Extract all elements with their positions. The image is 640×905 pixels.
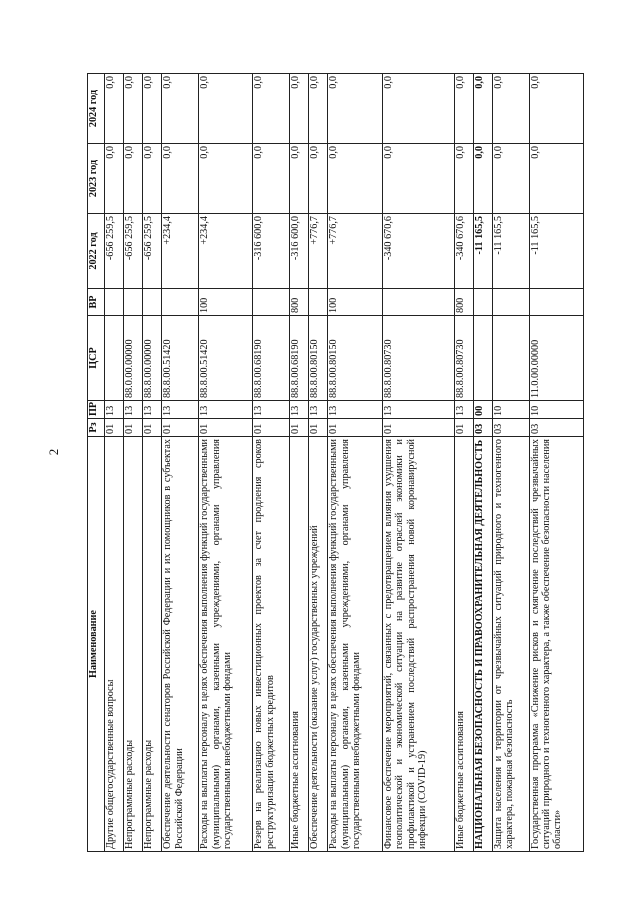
cell-csr: 88.0.00.00000: [124, 316, 143, 401]
cell-y2024: 0,0: [290, 74, 309, 144]
cell-y2024: 0,0: [492, 74, 529, 144]
cell-csr: 88.8.00.51420: [162, 316, 199, 401]
cell-name: НАЦИОНАЛЬНАЯ БЕЗОПАСНОСТЬ И ПРАВООХРАНИТЕЛЬНАЯ ДЕЯТЕЛЬНОСТЬ: [473, 437, 492, 852]
cell-y2024: 0,0: [143, 74, 162, 144]
cell-pr: 13: [199, 401, 253, 419]
cell-pr: 13: [124, 401, 143, 419]
cell-csr: 88.8.00.80730: [454, 316, 473, 401]
cell-y2024: 0,0: [105, 74, 124, 144]
cell-y2022: -656 259,5: [143, 214, 162, 289]
table-row: [162, 74, 199, 852]
cell-vr: [162, 289, 199, 316]
cell-y2023: 0,0: [454, 144, 473, 214]
cell-y2022: +776,7: [309, 214, 328, 289]
cell-rz: 01: [162, 419, 199, 437]
cell-csr: 88.8.00.80150: [328, 316, 382, 401]
cell-name: Непрограммные расходы: [124, 437, 143, 852]
header-2023: 2023 год: [88, 144, 105, 214]
cell-csr: 88.8.00.80730: [382, 316, 454, 401]
cell-name: Расходы на выплаты персоналу в целях обеспечения выполнения функций государственными (муниципальными) органами, казенными учреждениями, органами управления государственными внебюджетными фондами: [199, 437, 253, 852]
cell-y2022: -656 259,5: [124, 214, 143, 289]
cell-pr: 10: [492, 401, 529, 419]
table-row: [492, 74, 529, 852]
header-vr: ВР: [88, 289, 105, 316]
cell-vr: 800: [290, 289, 309, 316]
cell-y2024: 0,0: [454, 74, 473, 144]
cell-y2023: 0,0: [473, 144, 492, 214]
cell-csr: 88.8.00.80150: [309, 316, 328, 401]
cell-y2024: 0,0: [162, 74, 199, 144]
cell-y2024: 0,0: [309, 74, 328, 144]
cell-rz: 01: [253, 419, 290, 437]
cell-y2023: 0,0: [382, 144, 454, 214]
cell-rz: 03: [473, 419, 492, 437]
cell-rz: 01: [199, 419, 253, 437]
cell-vr: [309, 289, 328, 316]
cell-y2023: 0,0: [105, 144, 124, 214]
cell-name: Расходы на выплаты персоналу в целях обеспечения выполнения функций государственными (муниципальными) органами, казенными учреждениями, органами управления государственными внебюджетными фондами: [328, 437, 382, 852]
cell-rz: 03: [529, 419, 583, 437]
cell-rz: 01: [143, 419, 162, 437]
cell-y2022: -656 259,5: [105, 214, 124, 289]
cell-name: Государственная программа «Снижение рисков и смягчение последствий чрезвычайных ситуаций природного и техногенного характера, а также обеспечение безопасности населения области»: [529, 437, 583, 852]
cell-y2022: +234,4: [199, 214, 253, 289]
cell-y2024: 0,0: [473, 74, 492, 144]
cell-y2023: 0,0: [309, 144, 328, 214]
cell-name: Финансовое обеспечение мероприятий, связанных с предотвращением влияния ухудшения геополитической и экономической ситуации на развитие отраслей экономики и профилактикой и устранением последствий распространения новой коронавирусной инфекции (COVID-19): [382, 437, 454, 852]
cell-vr: 100: [328, 289, 382, 316]
table-row: [124, 74, 143, 852]
cell-vr: [492, 289, 529, 316]
cell-pr: 10: [529, 401, 583, 419]
cell-name: Резерв на реализацию новых инвестиционных проектов за счет продления сроков реструктуризации бюджетных кредитов: [253, 437, 290, 852]
cell-csr: [105, 316, 124, 401]
table-header-row: [88, 74, 105, 852]
cell-rz: 01: [309, 419, 328, 437]
header-pr: ПР: [88, 401, 105, 419]
cell-y2024: 0,0: [382, 74, 454, 144]
cell-vr: [105, 289, 124, 316]
cell-csr: 11.0.00.00000: [529, 316, 583, 401]
cell-rz: 03: [492, 419, 529, 437]
table-row: [143, 74, 162, 852]
cell-pr: 13: [162, 401, 199, 419]
cell-y2024: 0,0: [199, 74, 253, 144]
cell-y2022: -316 600,0: [253, 214, 290, 289]
cell-y2023: 0,0: [328, 144, 382, 214]
cell-pr: 13: [290, 401, 309, 419]
cell-vr: [253, 289, 290, 316]
cell-pr: 13: [143, 401, 162, 419]
cell-y2022: +234,4: [162, 214, 199, 289]
table-row: [473, 74, 492, 852]
cell-rz: 01: [290, 419, 309, 437]
cell-y2024: 0,0: [529, 74, 583, 144]
table-row: [105, 74, 124, 852]
cell-y2022: -11 165,5: [492, 214, 529, 289]
cell-y2023: 0,0: [199, 144, 253, 214]
header-2022: 2022 год: [88, 214, 105, 289]
cell-rz: 01: [328, 419, 382, 437]
cell-y2022: -340 670,6: [382, 214, 454, 289]
cell-pr: 13: [454, 401, 473, 419]
cell-pr: 13: [253, 401, 290, 419]
cell-y2022: -340 670,6: [454, 214, 473, 289]
cell-pr: 13: [382, 401, 454, 419]
cell-csr: [492, 316, 529, 401]
cell-pr: 13: [309, 401, 328, 419]
cell-vr: [124, 289, 143, 316]
cell-csr: 88.8.00.68190: [290, 316, 309, 401]
cell-y2022: -11 165,5: [529, 214, 583, 289]
table-row: [199, 74, 253, 852]
cell-vr: [473, 289, 492, 316]
cell-csr: 88.8.00.51420: [199, 316, 253, 401]
cell-y2023: 0,0: [290, 144, 309, 214]
cell-pr: 00: [473, 401, 492, 419]
header-name: Наименование: [88, 437, 105, 852]
cell-pr: 13: [105, 401, 124, 419]
cell-csr: 88.8.00.68190: [253, 316, 290, 401]
cell-name: Обеспечение деятельности сенаторов Российской Федерации и их помощников в субъектах Российской Федерации: [162, 437, 199, 852]
cell-name: Обеспечение деятельности (оказание услуг) государственных учреждений: [309, 437, 328, 852]
cell-y2023: 0,0: [124, 144, 143, 214]
cell-y2023: 0,0: [529, 144, 583, 214]
budget-table: [87, 73, 584, 852]
cell-y2022: +776,7: [328, 214, 382, 289]
header-csr: ЦСР: [88, 316, 105, 401]
table-row: [290, 74, 309, 852]
cell-csr: [473, 316, 492, 401]
table-row: [309, 74, 328, 852]
cell-rz: 01: [124, 419, 143, 437]
cell-vr: [529, 289, 583, 316]
table-row: [382, 74, 454, 852]
page-number: 2: [46, 448, 61, 456]
cell-pr: 13: [328, 401, 382, 419]
cell-y2023: 0,0: [143, 144, 162, 214]
table-row: [253, 74, 290, 852]
cell-y2023: 0,0: [253, 144, 290, 214]
cell-y2024: 0,0: [328, 74, 382, 144]
cell-y2022: -11 165,5: [473, 214, 492, 289]
cell-y2024: 0,0: [253, 74, 290, 144]
cell-csr: 88.8.00.00000: [143, 316, 162, 401]
table-row: [529, 74, 583, 852]
cell-rz: 01: [105, 419, 124, 437]
cell-vr: 100: [199, 289, 253, 316]
cell-vr: [382, 289, 454, 316]
rotated-table-wrapper: [87, 74, 584, 852]
cell-name: Непрограммные расходы: [143, 437, 162, 852]
header-2024: 2024 год: [88, 74, 105, 144]
cell-y2023: 0,0: [492, 144, 529, 214]
cell-name: Защита населения и территории от чрезвычайных ситуаций природного и техногенного характера, пожарная безопасность: [492, 437, 529, 852]
header-rz: Рз: [88, 419, 105, 437]
cell-name: Другие общегосударственные вопросы: [105, 437, 124, 852]
cell-y2024: 0,0: [124, 74, 143, 144]
cell-rz: 01: [382, 419, 454, 437]
cell-vr: 800: [454, 289, 473, 316]
cell-rz: 01: [454, 419, 473, 437]
cell-name: Иные бюджетные ассигнования: [290, 437, 309, 852]
cell-vr: [143, 289, 162, 316]
table-row: [328, 74, 382, 852]
cell-y2023: 0,0: [162, 144, 199, 214]
cell-y2022: -316 600,0: [290, 214, 309, 289]
table-row: [454, 74, 473, 852]
cell-name: Иные бюджетные ассигнования: [454, 437, 473, 852]
